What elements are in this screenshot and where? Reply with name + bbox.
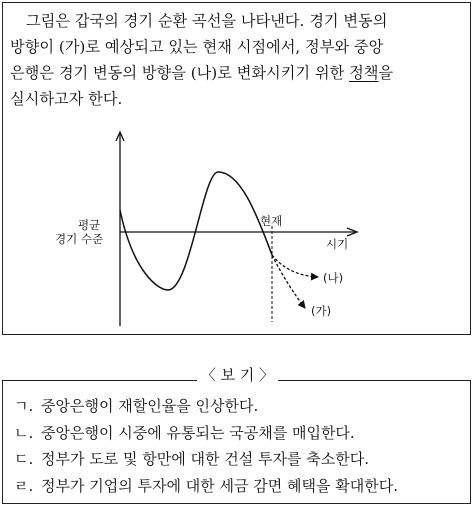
choice-text: 중앙은행이 재할인율을 인상한다.: [41, 397, 259, 415]
question-line-4: 실시하고자 한다.: [10, 90, 123, 108]
path-ga-label: (가): [311, 304, 332, 318]
bogi-choices: [14, 393, 398, 499]
path-na-label: (나): [323, 271, 344, 285]
average-level-label-line1: 평균: [78, 218, 101, 232]
choice-mark: ㄱ.: [14, 397, 34, 415]
path-na-arrow: [272, 255, 318, 277]
average-level-label-line2: 경기 수준: [55, 232, 104, 246]
choice-digeut: [14, 446, 398, 473]
choice-giyeok: [14, 393, 398, 420]
question-line-1: 그림은 갑국의 경기 순환 곡선을 나타낸다. 경기 변동의: [26, 12, 388, 30]
current-label: 현재: [260, 214, 283, 228]
question-line-3-end: 을: [378, 64, 394, 82]
choice-mark: ㄴ.: [14, 423, 34, 442]
bogi-title: 〈 보 기 〉: [0, 364, 475, 386]
choice-text: 정부가 도로 및 항만에 대한 건설 투자를 축소한다.: [41, 450, 369, 468]
choice-mark: ㄷ.: [14, 450, 34, 468]
x-axis-label: 시기: [326, 237, 349, 251]
path-ga-arrow: [272, 255, 305, 308]
question-line-2: 방향이 (가)로 예상되고 있는 현재 시점에서, 정부와 중앙: [10, 38, 384, 56]
choice-text: 정부가 기업의 투자에 대한 세금 감면 혜택을 확대한다.: [41, 476, 398, 495]
choice-nieun: [14, 420, 398, 447]
question-line-3: 은행은 경기 변동의 방향을 (나)로 변화시키기 위한: [10, 64, 350, 82]
choice-rieul: [14, 473, 398, 500]
policy-underlined-word: 정책: [349, 64, 379, 82]
choice-text: 중앙은행이 시중에 유통되는 국공채를 매입한다.: [41, 423, 355, 442]
business-cycle-curve: [120, 172, 272, 290]
choice-mark: ㄹ.: [14, 476, 34, 495]
